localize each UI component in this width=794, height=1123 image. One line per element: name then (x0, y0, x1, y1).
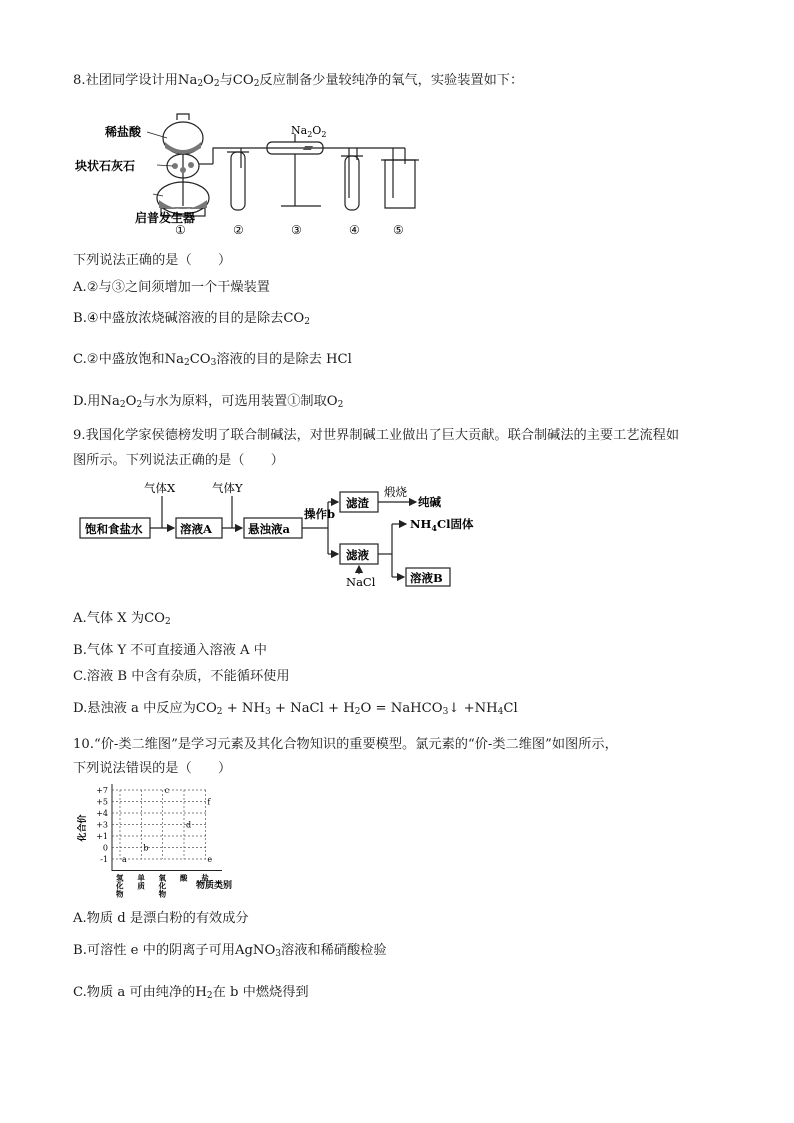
label-stone: 块状石灰石 (75, 159, 136, 173)
q9-option-c: C.溶液 B 中含有杂质，不能循环使用 (73, 669, 290, 684)
flow-suspension: 悬浊液a (248, 522, 290, 536)
flow-operation: 操作b (304, 507, 336, 521)
chart-xcat: 酸 (180, 873, 188, 883)
chart-ytick: -1 (100, 855, 108, 864)
chart-xcat: 盐 (201, 873, 209, 883)
process-flow-figure (76, 478, 476, 590)
flow-soda-ash: 纯碱 (418, 495, 441, 509)
q10-stem-line2: 下列说法错误的是（ ） (73, 761, 232, 776)
num-2: ② (233, 223, 244, 237)
q9-option-a: A.气体 X 为$CO_2$ (73, 611, 171, 627)
q9-option-d: D.悬浊液 a 中反应为$CO_2 + NH_3$ + NaCl + $H_2O$ = NaHCO$_3$↓ $+NH_4Cl$ (73, 701, 518, 717)
q8-stem: 8.社团同学设计用$Na_2O_2$与$CO_2$反应制备少量较纯净的氧气，实验装置如下： (73, 73, 524, 89)
chart-point-b: b (143, 843, 149, 853)
chart-ytick: +1 (96, 832, 108, 841)
chart-ylabel: 化合价 (78, 814, 88, 842)
q8-option-a: A.②与③之间须增加一个干燥装置 (73, 280, 270, 295)
chart-point-d: d (186, 820, 192, 830)
q9-option-b: B.气体 Y 不可直接通入溶液 A 中 (73, 643, 267, 658)
chart-xlabel: 物质类别 (196, 881, 233, 891)
flow-solution-b: 溶液B (410, 571, 443, 585)
chart-point-a: a (122, 855, 127, 864)
flow-solution-a: 溶液A (180, 522, 212, 536)
flow-filtrate: 滤液 (346, 548, 369, 562)
num-4: ④ (349, 223, 360, 237)
flow-gas-x: 气体X (144, 481, 176, 495)
chart-xcat: 氢化物 (116, 873, 124, 899)
q8-option-b: B.④中盛放浓烧碱溶液的目的是除去$CO_2$ (73, 311, 310, 327)
chart-ytick: +5 (96, 797, 108, 807)
flow-nacl: NaCl (346, 575, 376, 589)
flow-gas-y: 气体Y (212, 481, 243, 495)
q8-option-d: D.用$Na_2O_2$与水为原料，可选用装置①制取$O_2$ (73, 394, 344, 410)
chart-point-c: c (164, 786, 170, 795)
valence-class-chart (76, 782, 256, 904)
label-acid: 稀盐酸 (105, 125, 142, 139)
chart-xcat: 单质 (137, 873, 145, 891)
apparatus-figure (75, 108, 425, 238)
chart-ytick: +3 (96, 820, 108, 830)
num-1: ① (175, 223, 186, 237)
label-generator: 启普发生器 (135, 211, 196, 225)
num-5: ⑤ (393, 223, 404, 237)
chart-xcat: 氧化物 (158, 873, 167, 899)
chart-ytick: 0 (102, 843, 108, 853)
q10-option-a: A.物质 d 是漂白粉的有效成分 (73, 911, 249, 926)
flow-nh4cl: $NH_4Cl$固体 (410, 517, 474, 533)
flow-brine: 饱和食盐水 (85, 522, 143, 536)
q10-stem-line1: 10.“价-类二维图”是学习元素及其化合物知识的重要模型。氯元素的“价-类二维图”如图所示， (73, 737, 618, 752)
q10-option-c: C.物质 a 可由纯净的$H_2$在 b 中燃烧得到 (73, 985, 309, 1001)
flow-filter-residue: 滤渣 (346, 496, 369, 510)
flow-calcine: 煅烧 (384, 485, 407, 499)
label-na2o2: $Na_2O_2$ (291, 124, 327, 139)
chart-ytick: +4 (96, 809, 108, 818)
q8-prompt: 下列说法正确的是（ ） (73, 253, 232, 268)
chart-point-e: e (207, 855, 213, 864)
q9-stem-line2: 图所示。下列说法正确的是（ ） (73, 453, 284, 468)
chart-point-f: f (207, 797, 211, 807)
num-3: ③ (291, 223, 302, 237)
q8-option-c: C.②中盛放饱和$Na_2CO_3$溶液的目的是除去 HCl (73, 352, 352, 368)
chart-ytick: +7 (96, 786, 108, 795)
q10-option-b: B.可溶性 e 中的阴离子可用AgNO$_3$溶液和稀硝酸检验 (73, 943, 387, 959)
q9-stem-line1: 9.我国化学家侯德榜发明了联合制碱法，对世界制碱工业做出了巨大贡献。联合制碱法的主要工艺流程如 (73, 428, 680, 443)
